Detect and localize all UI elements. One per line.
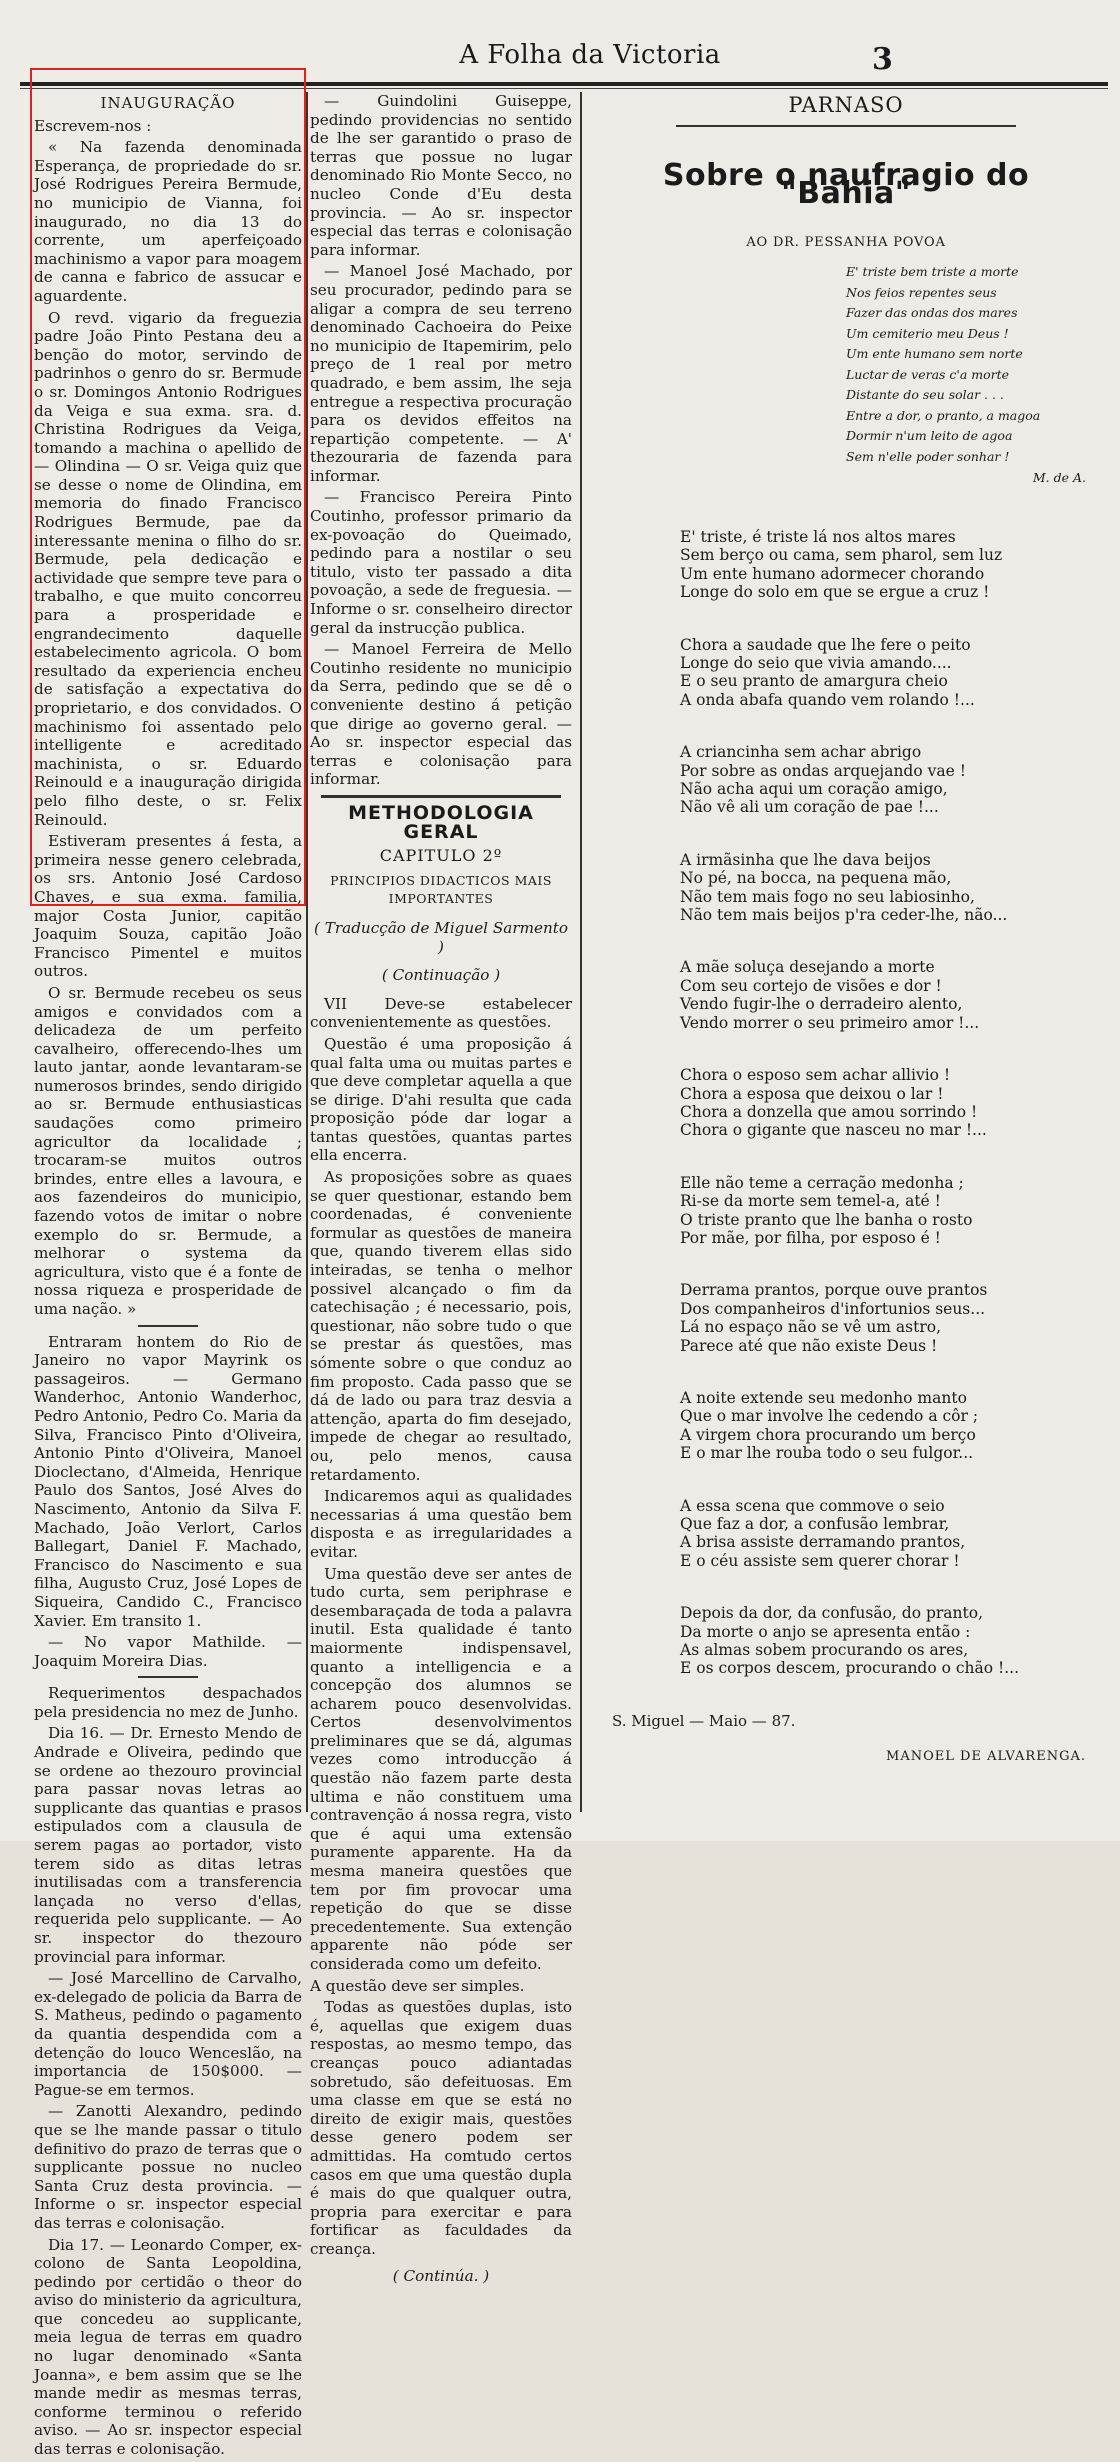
poem-line: Chora a donzella que amou sorrindo ! <box>680 1102 978 1121</box>
methodology-paragraph: Uma questão deve ser antes de tudo curta, sem periphrase e desembaraçada de toda a palavra inutil. Esta qualidade é tanto maiormente indispensavel, quanto a intelligencia e a concepção dos alumnos se acharem pouco desenvolvidas. Certos desenvolvimentos preliminares que se dá, algumas vezes como introducção á questão não fazem parte desta ultima e não constituem uma contravenção á nossa regra, visto que é aqui uma extensão puramente apparente. Ha da mesma maneira questões que tem por fim provocar uma repetição do que se disse precedentemente. Sua extenção apparente não póde ser considerada como um defeito. <box>310 1564 572 1973</box>
methodology-title: METHODOLOGIA GERAL <box>348 801 534 843</box>
poem-line: Um ente humano adormecer chorando <box>680 564 985 583</box>
poem-line: Não vê ali um coração de pae !... <box>680 798 939 817</box>
poem-line: A noite extende seu medonho manto <box>680 1388 967 1407</box>
inauguration-paragraph: Escrevem-nos : <box>34 116 152 135</box>
poem-stanzas <box>680 528 1096 1678</box>
translation-credit: ( Traducção de Miguel Sarmento ) <box>314 918 568 956</box>
poem-line: Sem berço ou cama, sem pharol, sem luz <box>680 546 1003 565</box>
poem-line: Parece até que não existe Deus ! <box>680 1336 938 1355</box>
column-rule-2 <box>580 92 582 1812</box>
poem-line: A irmãsinha que lhe dava beijos <box>680 850 931 869</box>
poem-line: A onda abafa quando vem rolando !... <box>680 690 975 709</box>
poem-stanza <box>680 528 1096 602</box>
section-divider <box>138 1325 198 1327</box>
poem-signoff: S. Miguel — Maio — 87. <box>612 1711 796 1730</box>
column-middle <box>310 92 572 2285</box>
poem-line: Chora o esposo sem achar allivio ! <box>680 1066 951 1085</box>
inauguration-title: INAUGURAÇÃO <box>100 94 236 112</box>
poem-stanza <box>680 1389 1096 1463</box>
poem-line: E o céu assiste sem querer chorar ! <box>680 1551 960 1570</box>
epigraph-author: M. de A. <box>1032 470 1086 486</box>
poem-stanza <box>680 1066 1096 1140</box>
poem-line: Não tem mais fogo no seu labiosinho, <box>680 887 975 906</box>
epigraph-line: Dormir n'um leito de agoa <box>846 428 1013 444</box>
poem-line: Derrama prantos, porque ouve prantos <box>680 1281 988 1300</box>
page-number: 3 <box>872 42 893 77</box>
poem-stanza <box>680 1497 1096 1571</box>
poem-line: A brisa assiste derramando prantos, <box>680 1533 966 1552</box>
epigraph-line: Entre a dor, o pranto, a magoa <box>846 407 1041 423</box>
epigraph-line: Um cemiterio meu Deus ! <box>846 325 1009 341</box>
epigraph-line: E' triste bem triste a morte <box>846 264 1019 280</box>
poem-line: E o mar lhe rouba todo o seu fulgor... <box>680 1444 974 1463</box>
petition-paragraph: — Manoel José Machado, por seu procurador, pedindo para se aligar a compra de seu terreno denominado Cachoeira do Peixe no municipio de Itapemirim, pelo preço de 1 real por metro quadrado, e bem assim, lhe seja entregue a respectiva procuração para os devidos effeitos na repartição competente. — A' thezouraria de fazenda para informar. <box>310 262 572 485</box>
poem-line: Chora a saudade que lhe fere o peito <box>680 635 971 654</box>
poem-line: E os corpos descem, procurando o chão !... <box>680 1659 1020 1678</box>
poem-line: Lá no espaço não se vê um astro, <box>680 1318 942 1337</box>
epigraph-line: Distante do seu solar . . . <box>846 387 1004 403</box>
poem-stanza <box>680 1174 1096 1248</box>
poem-title: Sobre o naufragio do "Bahia" <box>662 157 1030 212</box>
inauguration-highlight-box <box>30 68 306 906</box>
poem-line: Elle não teme a cerração medonha ; <box>680 1173 964 1192</box>
methodology-paragraph: Questão é uma proposição á qual falta uma ou muitas partes e que deve completar aquella a que se dirige. D'ahi resulta que cada proposição póde dar logar a tantas questões, quantas partes ella encerra. <box>310 1034 572 1165</box>
poem-epigraph <box>846 262 1096 467</box>
epigraph-line: Um ente humano sem norte <box>846 346 1023 362</box>
poem-author: MANOEL DE ALVARENGA. <box>886 1749 1086 1765</box>
column-rule-1 <box>306 92 308 1812</box>
poem-stanza <box>680 1604 1096 1678</box>
section-divider <box>138 1676 198 1678</box>
poem-stanza <box>680 958 1096 1032</box>
methodology-paragraph: VII Deve-se estabelecer convenientemente as questões. <box>310 994 572 1032</box>
poem-line: Não tem mais beijos p'ra ceder-lhe, não... <box>680 906 1008 925</box>
epigraph-line: Sem n'elle poder sonhar ! <box>846 448 1010 464</box>
chapter-heading: CAPITULO 2º <box>379 846 503 866</box>
poem-line: Depois da dor, da confusão, do pranto, <box>680 1604 984 1623</box>
poem-line: As almas sobem procurando os ares, <box>680 1641 969 1660</box>
poem-line: Não acha aqui um coração amigo, <box>680 780 948 799</box>
poem-line: A essa scena que commove o seio <box>680 1496 945 1515</box>
poem-line: Por mãe, por filha, por esposo é ! <box>680 1228 941 1247</box>
poem-line: Ri-se da morte sem temel-a, até ! <box>680 1192 941 1211</box>
inauguration-paragraph: O sr. Bermude recebeu os seus amigos e convidados com a delicadeza de um perfeito cavalheiro, offerecendo-lhes um lauto jantar, aonde levantaram-se numerosos brindes, sendo dirigido ao sr. Bermude enthusiasticas saudações como primeiro agricultor da localidade ; trocaram-se muitos outros brindes, entre elles a lavoura, e aos fazendeiros do municipio, fazendo votos de imitar o nobre exemplo do sr. Bermude, a melhorar o systema da agricultura, visto que é a fonte de nossa riqueza e prosperidade de uma nação. » <box>34 983 302 1318</box>
methodology-paragraph: Todas as questões duplas, isto é, aquellas que exigem duas respostas, ao mesmo tempo, das creanças pouco adiantadas sobretudo, são defeituosas. Em uma classe em que se está no direito de exigir mais, questões desse genero podem ser admittidas. Ha comtudo certos casos em que uma questão dupla é mais do que qualquer outra, propria para exercitar e para fortificar as faculdades da creança. <box>310 1998 572 2258</box>
section-divider <box>321 795 561 798</box>
poem-line: Chora o gigante que nasceu no mar !... <box>680 1121 987 1140</box>
petition-paragraph: — Guindolini Guiseppe, pedindo providencias no sentido de lhe ser garantido o praso de terras que possue no lugar denominado Rio Monte Secco, no nucleo Conde d'Eu desta provincia. — Ao sr. inspector especial das terras e colonisação para informar. <box>310 92 572 259</box>
poem-stanza <box>680 851 1096 925</box>
column-right <box>596 92 1096 1767</box>
poem-line: E' triste, é triste lá nos altos mares <box>680 527 956 546</box>
epigraph-line: Nos feios repentes seus <box>846 284 997 300</box>
methodology-paragraph: As proposições sobre as quaes se quer questionar, estando bem coordenadas, é conveniente formular as questões de maneira que, quando tiverem ellas sido inteiradas, se tenha o melhor possivel alcançado o fim da catechisação ; é necessario, pois, questionar, não sobre tudo o que se prestar ás questões, mas sómente sobre o que conduz ao fim proposto. Cada passo que se dá de lado ou para traz desvia a attenção, aparta do fim desejado, impede de chegar ao resultado, ou, pelo menos, causa retardamento. <box>310 1168 572 1484</box>
petition-paragraph: Dia 17. — Leonardo Comper, ex-colono de Santa Leopoldina, pedindo por certidão o theor do aviso do ministerio da agricultura, que concedeu ao supplicante, meia legua de terras em quadro no lugar denominado «Santa Joanna», e bem assim que se lhe mande medir as mesmas terras, conforme terminou o referido aviso. — Ao sr. inspector especial das terras e colonisação. <box>34 2235 302 2459</box>
poem-stanza <box>680 743 1096 817</box>
poem-line: A virgem chora procurando um berço <box>680 1425 976 1444</box>
inauguration-paragraph: « Na fazenda denominada Esperança, de propriedade do sr. José Rodrigues Pereira Bermude, no municipio de Vianna, foi inaugurado, no dia 13 do corrente, um aperfeiçoado machinismo a vapor para moagem de canna e fabrico de assucar e aguardente. <box>34 138 302 305</box>
epigraph-line: Luctar de veras c'a morte <box>846 366 1010 382</box>
poem-line: Chora a esposa que deixou o lar ! <box>680 1084 944 1103</box>
principles-heading: PRINCIPIOS DIDACTICOS MAIS IMPORTANTES <box>330 872 552 907</box>
section-rule <box>676 125 1016 127</box>
inauguration-paragraph: O revd. vigario da freguezia padre João Pinto Pestana deu a benção do motor, servindo de padrinhos o genro do sr. Bermude o sr. Domingos Antonio Rodrigues da Veiga e sua exma. sra. d. Christina Rodrigues da Veiga, tomando a machina o apellido de — Olindina — O sr. Veiga quiz que se desse o nome de Olindina, em memoria do finado Francisco Rodrigues Bermude, pae da interessante menina o filho do sr. Bermude, pela dedicação e actividade que sempre teve para o trabalho, e que muito concorreu para a prosperidade e engrandecimento daquelle estabelecimento agricola. O bom resultado da experiencia encheu de satisfação a expectativa do proprietario, e dos convidados. O machinismo foi assentado pelo intelligente e acreditado machinista, o sr. Eduardo Reinould e a inauguração dirigida pelo filho deste, o sr. Felix Reinould. <box>34 308 302 829</box>
poem-line: Que faz a dor, a confusão lembrar, <box>680 1515 950 1533</box>
poem-stanza <box>680 1281 1096 1355</box>
petition-paragraph: Dia 16. — Dr. Ernesto Mendo de Andrade e Oliveira, pedindo que se ordene ao thezouro provincial para passar novas letras ao supplicante das quantias e prasos estipulados com a clausula de serem pagas ao portador, visto terem sido as ditas letras inutilisadas com a transferencia lançada no verso d'ellas, requerida pelo supplicante. — Ao sr. inspector do thezouro provincial para informar. <box>34 1724 302 1966</box>
poem-line: Com seu cortejo de visões e dor ! <box>680 976 942 995</box>
petition-paragraph: Requerimentos despachados pela presidencia no mez de Junho. <box>34 1684 302 1721</box>
poem-line: Dos companheiros d'infortunios seus... <box>680 1299 986 1318</box>
passengers-paragraph: Entraram hontem do Rio de Janeiro no vapor Mayrink os passageiros. — Germano Wanderhoc, Antonio Wanderhoc, Pedro Antonio, Pedro Co. Maria da Silva, Francisco Pinto d'Oliveira, Antonio Pinto d'Oliveira, Manoel Dioclectano, d'Almeida, Henrique Paulo dos Santos, José Alves do Nascimento, Antonio da Silva F. Machado, João Verlort, Carlos Ballegart, Daniel F. Machado, Francisco do Nascimento e sua filha, Augusto Cruz, José Lopes de Siqueira, Candido C., Francisco Xavier. Em transito 1. <box>34 1332 302 1630</box>
petition-paragraph: — José Marcellino de Carvalho, ex-delegado de policia da Barra de S. Matheus, pedindo o pagamento da quantia despendida com a detenção do louco Wenceslão, na importancia de 150$000. — Pague-se em termos. <box>34 1969 302 2099</box>
poem-line: Vendo morrer o seu primeiro amor !... <box>680 1013 980 1032</box>
poem-line: O triste pranto que lhe banha o rosto <box>680 1210 973 1229</box>
poem-line: A criancinha sem achar abrigo <box>680 743 922 762</box>
poem-line: Vendo fugir-lhe o derradeiro alento, <box>680 995 963 1014</box>
poem-line: A mãe soluça desejando a morte <box>680 958 935 977</box>
epigraph-line: Fazer das ondas dos mares <box>846 305 1018 321</box>
poem-line: Longe do seio que vivia amando.... <box>680 654 952 672</box>
methodology-paragraph: Indicaremos aqui as qualidades necessarias á uma questão bem disposta e as irregularidades a evitar. <box>310 1487 572 1561</box>
poem-line: Da morte o anjo se apresenta então : <box>680 1622 971 1641</box>
petition-paragraph: — Manoel Ferreira de Mello Coutinho residente no municipio da Serra, pedindo que se dê o conveniente destino á petição que dirige ao governo geral. — Ao sr. inspector especial das terras e colonisação para informar. <box>310 640 572 789</box>
poem-line: Longe do solo em que se ergue a cruz ! <box>680 583 990 602</box>
poem-stanza <box>680 636 1096 710</box>
section-title-parnaso: PARNASO <box>788 93 904 117</box>
poem-dedication: AO DR. PESSANHA POVOA <box>746 234 946 250</box>
methodology-paragraph: A questão deve ser simples. <box>310 1976 525 1995</box>
masthead: A Folha da Victoria <box>459 40 721 70</box>
poem-line: Que o mar involve lhe cedendo a côr ; <box>680 1407 979 1426</box>
inauguration-paragraph: Estiveram presentes á festa, a primeira nesse genero celebrada, os srs. Antonio José Cardoso Chaves, e sua exma. familia, major Costa Junior, capitão Joaquim Souza, capitão João Francisco Pimentel e muitos outros. <box>34 832 302 981</box>
petition-paragraph: — Francisco Pereira Pinto Coutinho, professor primario da ex-povoação do Queimado, pedindo para a nostilar o seu titulo, visto ter passado a dita povoação, a sede de freguesia. — Informe o sr. conselheiro director geral da instrucção publica. <box>310 488 572 637</box>
poem-line: E o seu pranto de amargura cheio <box>680 672 948 691</box>
petition-paragraph: — Zanotti Alexandro, pedindo que se lhe mande passar o titulo definitivo do prazo de terras que o supplicante possue no nucleo Santa Cruz desta provincia. — Informe o sr. inspector especial das terras e colonisação. <box>34 2102 302 2232</box>
passengers-paragraph: — No vapor Mathilde. — Joaquim Moreira Dias. <box>34 1633 302 1670</box>
continuation-note: ( Continuação ) <box>381 966 501 985</box>
poem-line: Por sobre as ondas arquejando vae ! <box>680 761 966 780</box>
to-be-continued: ( Continúa. ) <box>392 2266 490 2285</box>
poem-line: No pé, na bocca, na pequena mão, <box>680 869 952 888</box>
